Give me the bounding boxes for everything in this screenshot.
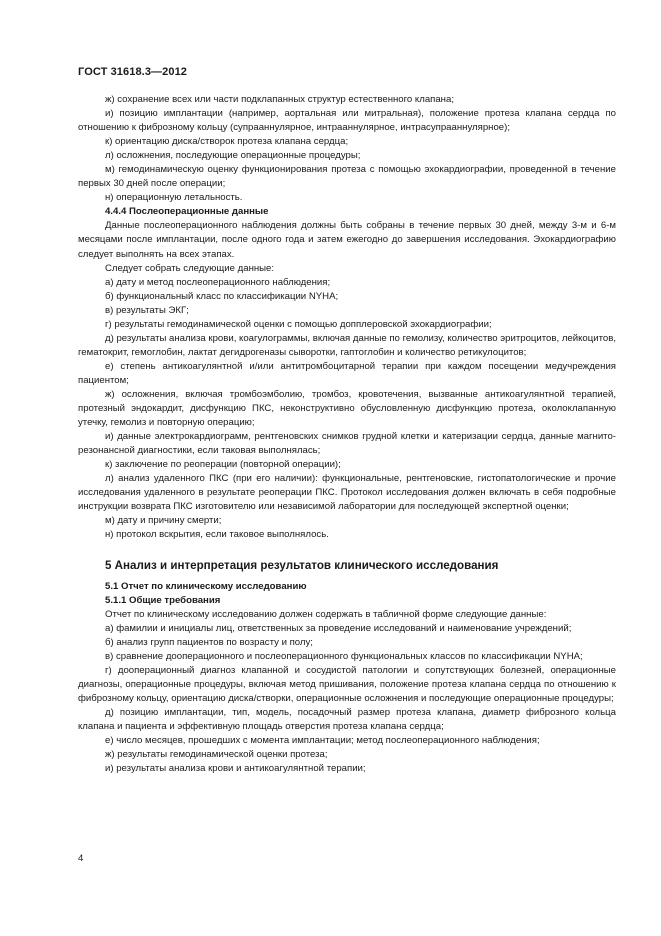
list-item: б) функциональный класс по классификации NYHA; — [105, 290, 339, 302]
list-item: а) фамилии и инициалы лиц, ответственных за проведение исследований и наименование учреждений; — [105, 622, 572, 634]
list-item: д) результаты анализа крови, коагулограммы, включая данные по гемолизу, количество эритроцитов, лейкоцитов, гематокрит, гемоглобин, лактат дегидрогеназы сыворотки, гаптоглобин и количество ретикулоцитов; — [78, 332, 616, 358]
list-item: м) дату и причину смерти; — [105, 515, 222, 527]
list-item: л) анализ удаленного ПКС (при его наличии): функциональные, рентгеновские, гистопатологические и прочие исследования удаленного в результате реоперации ПКС. Протокол исследования должен включать в себя подробные инструкции возврата ПКС изготовителю или независимой лаборатории для последующей экспертной оценки; — [78, 473, 616, 513]
paragraph: Отчет по клиническому исследованию должен содержать в табличной форме следующие данные: — [105, 608, 547, 620]
list-item: ж) осложнения, включая тромбоэмболию, тромбоз, кровотечения, вызванные антикоагулянтной терапией, протезный эндокардит, дисфункцию ПКС, неконструктивно обусловленную дисфункцию протеза, околоклапанную утечку, гемолиз и повторную операцию; — [78, 388, 616, 429]
document-header: ГОСТ 31618.3—2012 — [78, 66, 188, 78]
list-item: и) данные электрокардиограмм, рентгеновских снимков грудной клетки и катеризации сердца, данные магнито-резонансной диагностики, если таковая выполнялась; — [78, 431, 616, 457]
list-item: а) дату и метод послеоперационного наблюдения; — [105, 276, 331, 288]
list-item: в) сравнение дооперационного и послеоперационного функциональных классов по классификации NYHA; — [105, 650, 583, 662]
list-item: к) заключение по реоперации (повторной операции); — [105, 459, 341, 471]
list-item: в) результаты ЭКГ; — [105, 304, 189, 316]
list-item: и) позицию имплантации (например, аортальная или митральная), положение протеза клапана сердца по отношению к фиброзному кольцу (супрааннулярное, интрааннулярное, интрасупрааннулярное); — [78, 108, 616, 134]
section-heading-5-1: 5.1 Отчет по клиническому исследованию — [105, 580, 307, 592]
paragraph: Следует собрать следующие данные: — [105, 262, 275, 274]
list-item: г) дооперационный диагноз клапанной и сосудистой патологии и сопутствующих болезней, операционные диагнозы, операционные процедуры, включая метод пришивания, положение протеза клапана сердца по отношению к фиброзному кольцу, ориентацию диска/створки, операционные осложнения и последующие операционные процедуры; — [78, 664, 616, 704]
section-heading-4-4-4: 4.4.4 Послеоперационные данные — [105, 206, 269, 218]
paragraph: Данные послеоперационного наблюдения должны быть собраны в течение первых 30 дней, между 3-м и 6-м месяцами после имплантации, после одного года и затем ежегодно до завершения исследования. Эхокардиографию следует выполнять на всех этапах. — [78, 220, 616, 260]
list-item: н) операционную летальность. — [105, 192, 243, 204]
list-item: ж) результаты гемодинамической оценки протеза; — [105, 749, 328, 761]
document-body — [78, 93, 616, 776]
list-item: н) протокол вскрытия, если таковое выполнялось. — [105, 529, 329, 541]
list-item: к) ориентацию диска/створок протеза клапана сердца; — [105, 136, 349, 148]
section-heading-5-1-1: 5.1.1 Общие требования — [105, 594, 221, 606]
list-item: е) число месяцев, прошедших с момента имплантации; метод послеоперационного наблюдения; — [105, 735, 540, 747]
list-item: ж) сохранение всех или части подклапанных структур естественного клапана; — [105, 94, 454, 105]
list-item: м) гемодинамическую оценку функционирования протеза с помощью эхокардиографии, проведенной в течение первых 30 дней после операции; — [78, 164, 616, 190]
list-item: е) степень антикоагулянтной и/или антитромбоцитарной терапии при каждом посещении медучреждения пациентом; — [78, 360, 616, 386]
list-item: д) позицию имплантации, тип, модель, посадочный размер протеза клапана, диаметр фиброзного кольца клапана и пациента и эффективную площадь отверстия протеза клапана сердца; — [78, 706, 616, 732]
page-number: 4 — [78, 853, 84, 864]
section-heading-5: 5 Анализ и интерпретация результатов клинического исследования — [105, 558, 499, 572]
list-item: г) результаты гемодинамической оценки с помощью допплеровской эхокардиографии; — [105, 318, 492, 330]
list-item: б) анализ групп пациентов по возрасту и полу; — [105, 636, 313, 648]
list-item: л) осложнения, последующие операционные процедуры; — [105, 150, 361, 162]
list-item: и) результаты анализа крови и антикоагулянтной терапии; — [105, 763, 366, 775]
